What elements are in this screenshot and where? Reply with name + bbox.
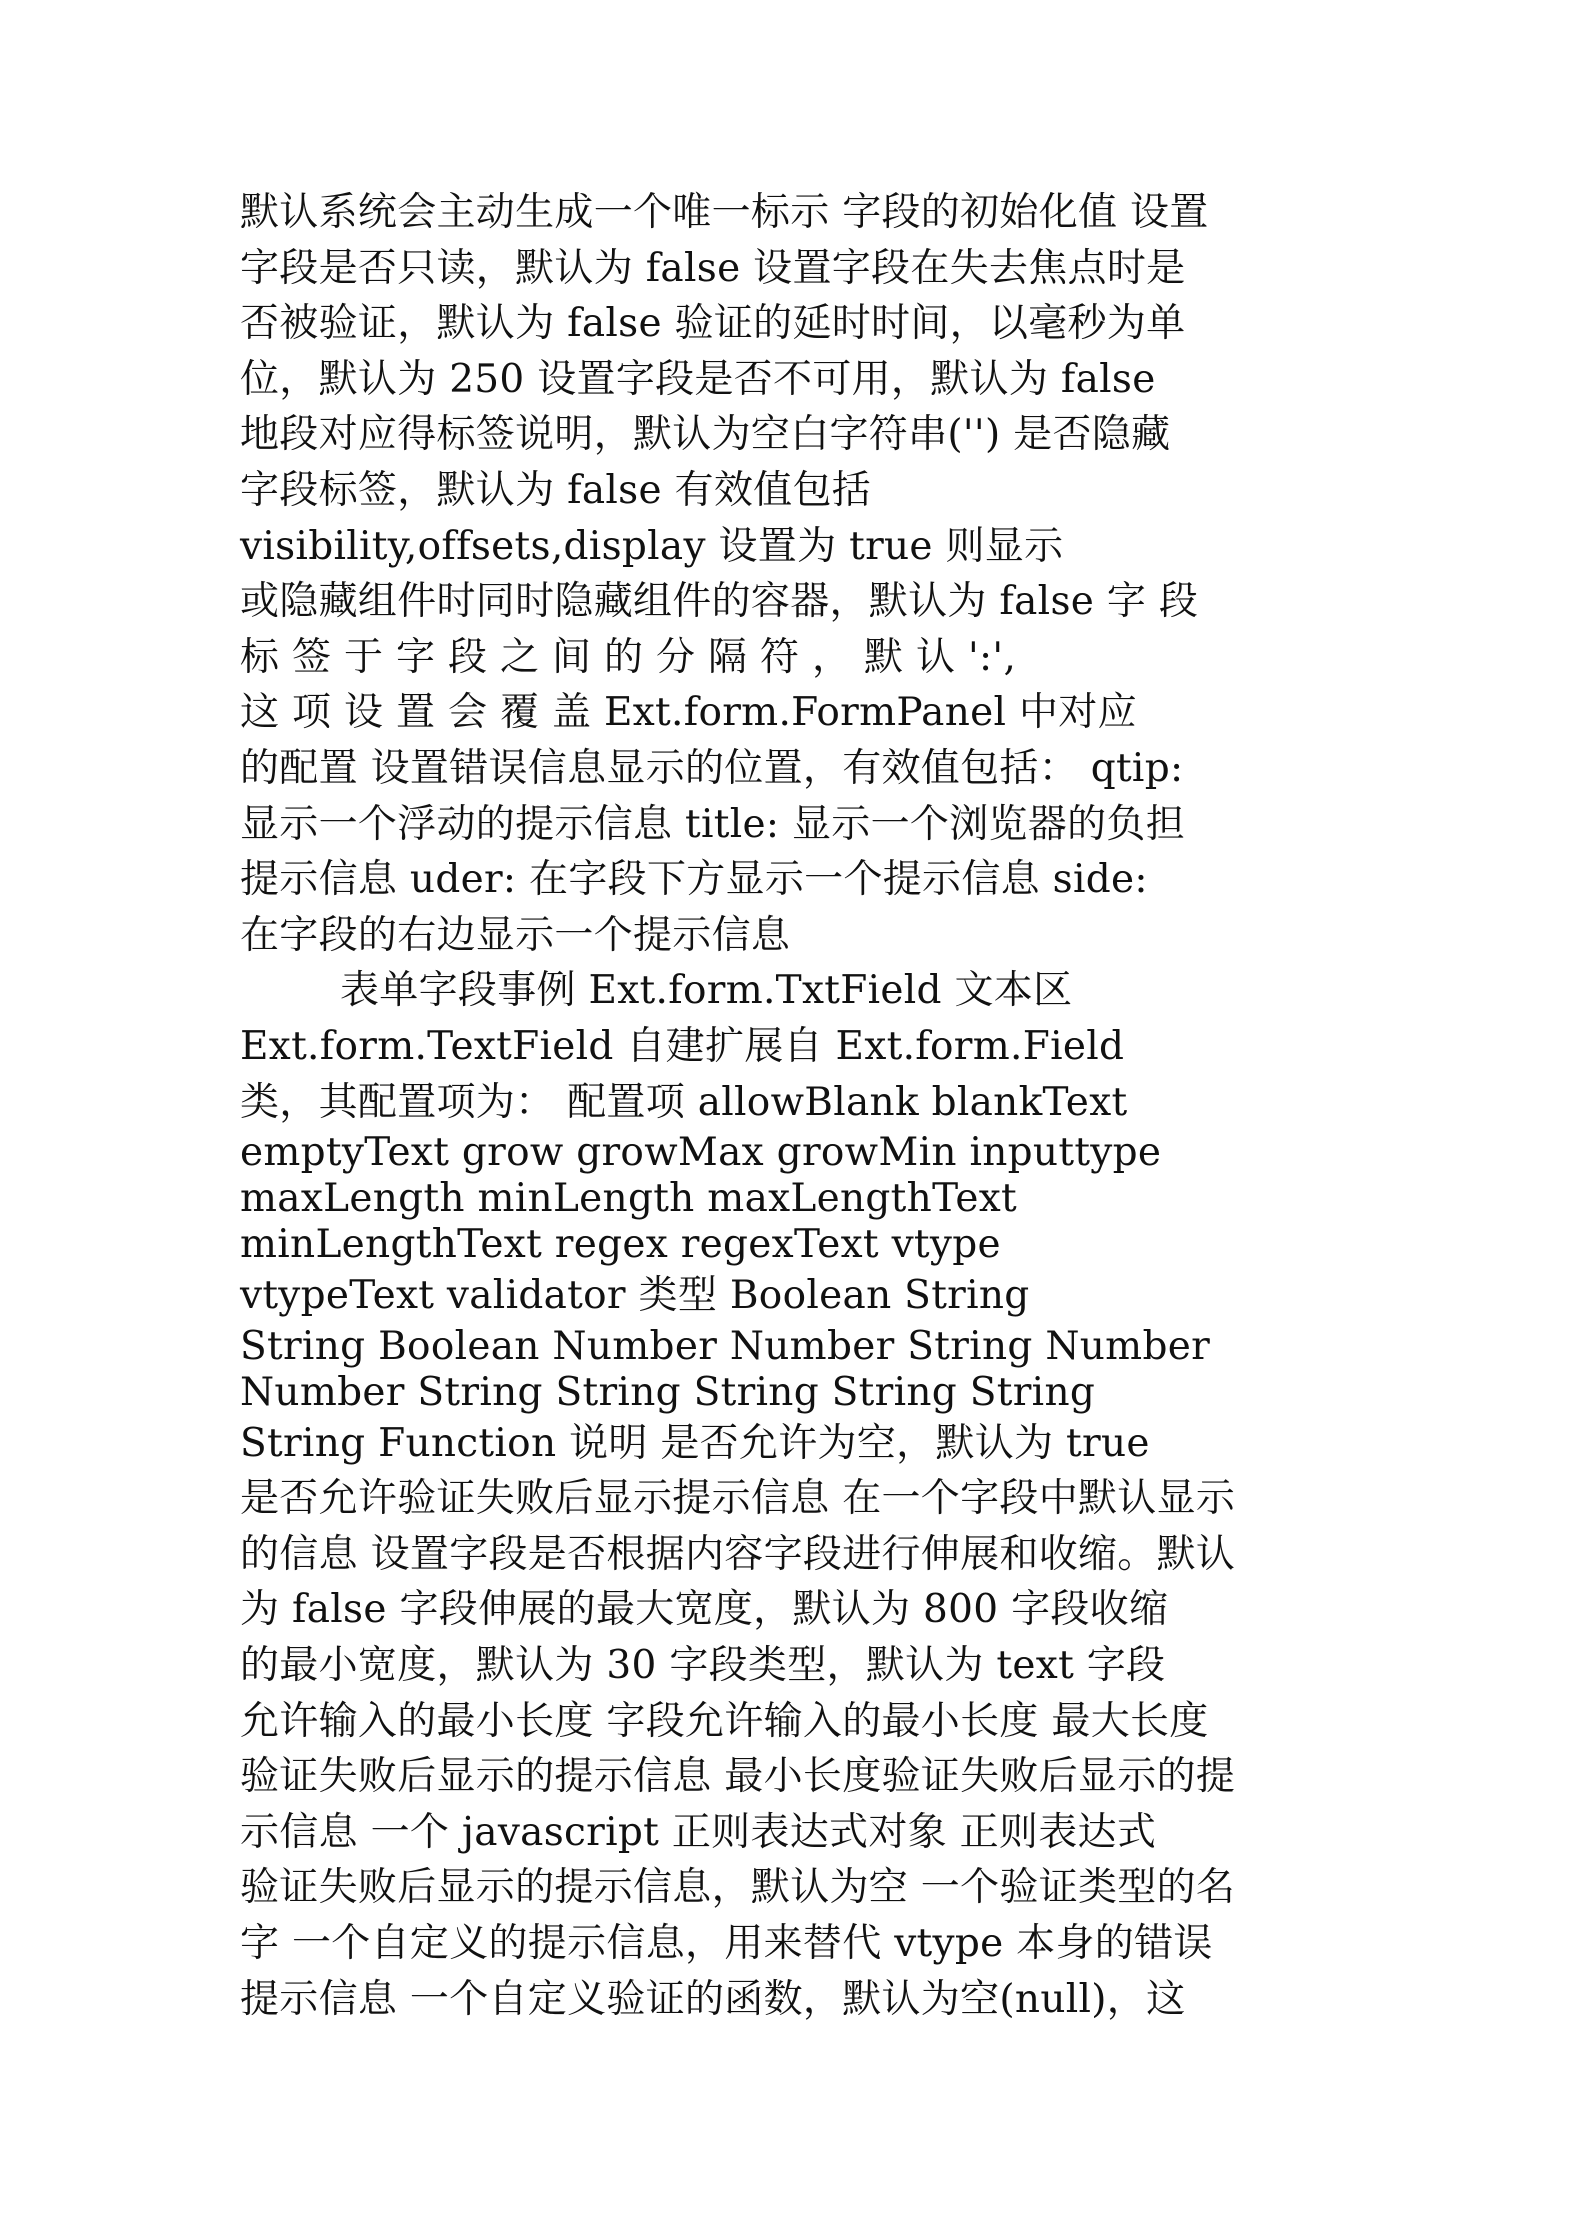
text-line: 标 签 于 字 段 之 间 的 分 隔 符 ， 默 认 ':', [240,634,1017,680]
text-line: 示信息 一个 javascript 正则表达式对象 正则表达式 [240,1809,1157,1855]
text-line: 的信息 设置字段是否根据内容字段进行伸展和收缩。默认 [240,1531,1236,1577]
text-line: visibility,offsets,display 设置为 true 则显示 [240,523,1064,569]
body-text [240,185,1345,2027]
text-line: 位，默认为 250 设置字段是否不可用，默认为 false [240,356,1156,402]
text-line: vtypeText validator 类型 Boolean String [240,1273,1030,1319]
text-line: 显示一个浮动的提示信息 title: 显示一个浏览器的负担 [240,801,1186,847]
text-line: Ext.form.TextField 自建扩展自 Ext.form.Field [240,1023,1125,1069]
text-line: 否被验证，默认为 false 验证的延时时间，以毫秒为单 [240,301,1186,347]
text-line: String Boolean Number Number String Number [240,1323,1211,1369]
text-line: 默认系统会主动生成一个唯一标示 字段的初始化值 设置 [240,190,1209,235]
paragraph-start-line: 表单字段事例 Ext.form.TxtField 文本区 [340,968,1073,1014]
text-line: 在字段的右边显示一个提示信息 [240,912,791,958]
text-line: 这 项 设 置 会 覆 盖 Ext.form.FormPanel 中对应 [240,690,1137,736]
text-line: String Function 说明 是否允许为空，默认为 true [240,1420,1150,1466]
text-line: 类，其配置项为： 配置项 allowBlank blankText [240,1079,1128,1125]
text-line: emptyText grow growMax growMin inputtype [240,1130,1162,1176]
text-line: maxLength minLength maxLengthText [240,1176,1018,1222]
text-line: minLengthText regex regexText vtype [240,1222,1001,1268]
text-line: 允许输入的最小长度 字段允许输入的最小长度 最大长度 [240,1698,1209,1744]
text-line: 字段标签，默认为 false 有效值包括 [240,467,872,513]
text-line: 提示信息 一个自定义验证的函数，默认为空(null)，这 [240,1976,1186,2022]
text-line: 的最小宽度，默认为 30 字段类型，默认为 text 字段 [240,1643,1166,1689]
text-line: 字 一个自定义的提示信息，用来替代 vtype 本身的错误 [240,1921,1213,1967]
text-line: 是否允许验证失败后显示提示信息 在一个字段中默认显示 [240,1476,1236,1522]
text-line: Number String String String String String [240,1369,1096,1415]
text-line: 验证失败后显示的提示信息 最小长度验证失败后显示的提 [240,1754,1236,1800]
text-line: 或隐藏组件时同时隐藏组件的容器，默认为 false 字 段 [240,579,1199,625]
text-line: 的配置 设置错误信息显示的位置，有效值包括： qtip: [240,745,1184,791]
text-line: 字段是否只读，默认为 false 设置字段在失去焦点时是 [240,245,1186,291]
text-line: 地段对应得标签说明，默认为空白字符串('') 是否隐藏 [240,412,1171,458]
text-line: 为 false 字段伸展的最大宽度，默认为 800 字段收缩 [240,1587,1169,1633]
text-line: 提示信息 uder: 在字段下方显示一个提示信息 side: [240,857,1148,903]
text-line: 验证失败后显示的提示信息，默认为空 一个验证类型的名 [240,1865,1236,1911]
